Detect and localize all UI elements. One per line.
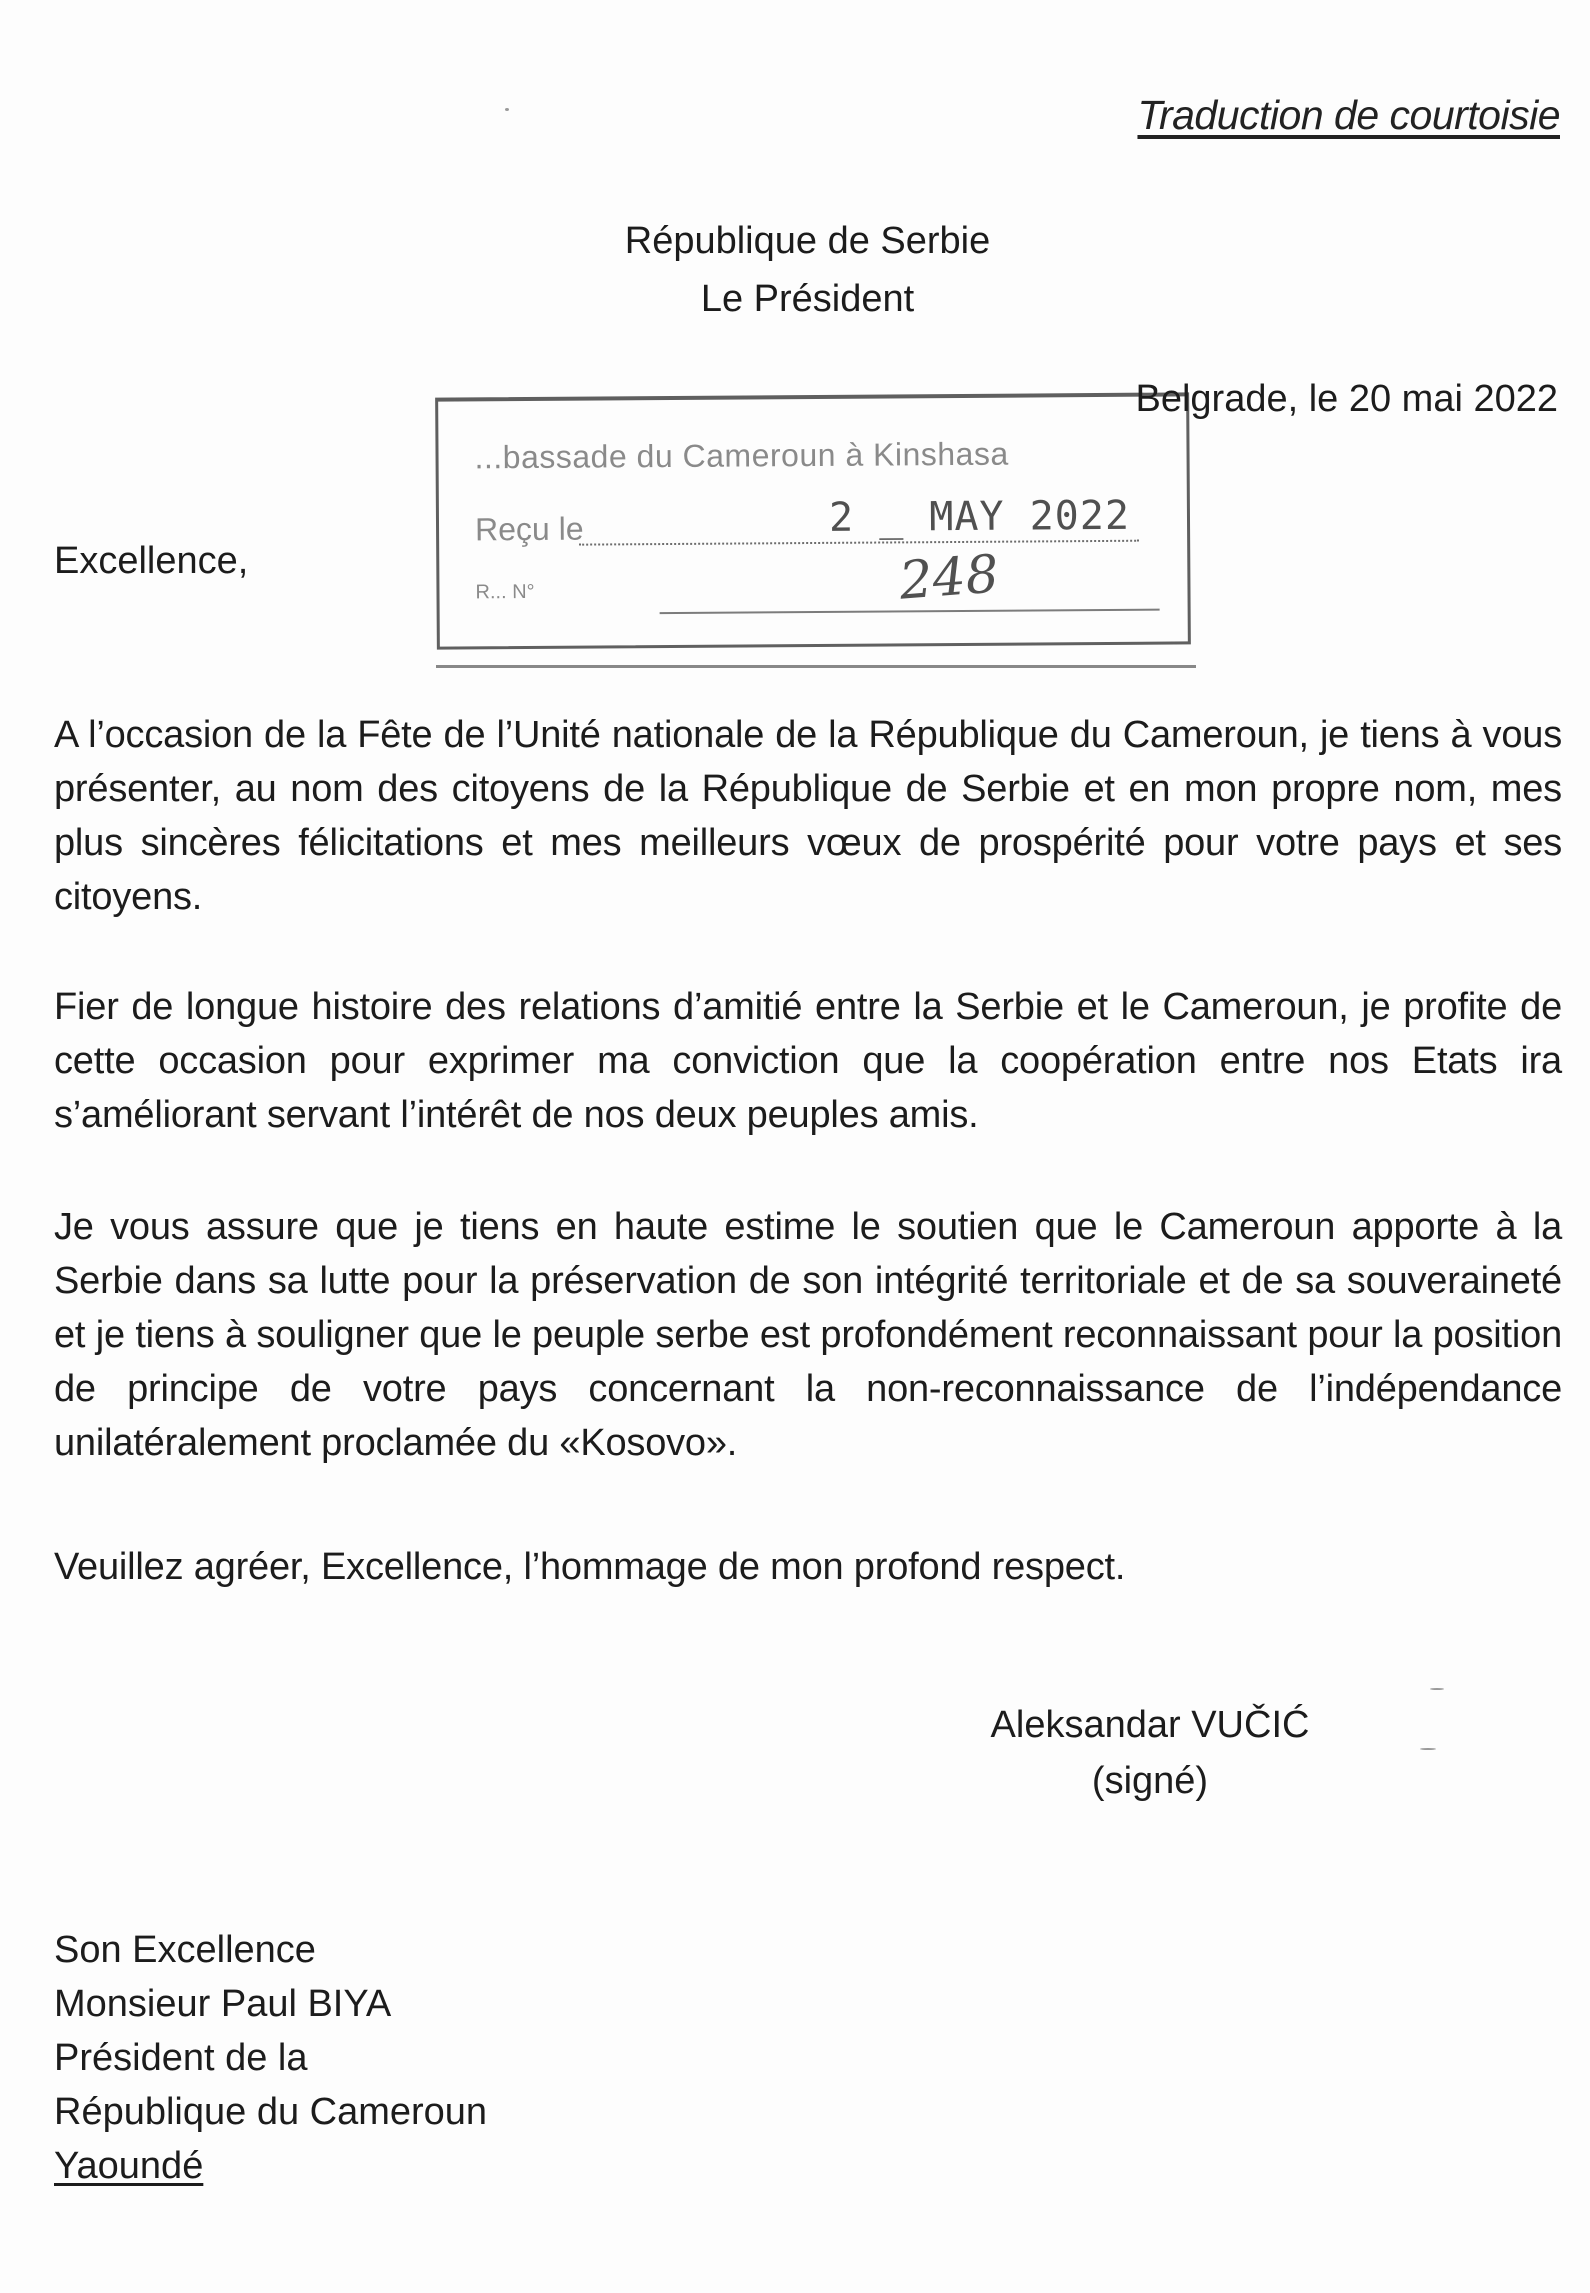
letterhead-country: République de Serbie [624,220,991,262]
recipient-country: République du Cameroun [54,2091,488,2133]
scan-speck [1420,1748,1436,1750]
recipient-address [54,1923,487,2193]
stamp-embassy-title: ...bassade du Cameroun à Kinshasa [474,435,1009,476]
recipient-title: Son Excellence [54,1929,316,1971]
stamp-received-label: Reçu le [474,510,584,548]
letterhead-office: Le Président [700,278,915,320]
courtesy-translation-label: Traduction de courtoisie [1137,92,1560,138]
stamp-bottom-edge [436,665,1196,668]
closing-formula: Veuillez agréer, Excellence, l’hommage de mon profond respect. [54,1546,1126,1588]
recipient-name: Monsieur Paul BIYA [54,1983,392,2025]
recipient-function: Président de la [54,2037,308,2079]
signature-note: (signé) [1091,1760,1209,1802]
stamp-handwritten-number: 248 [897,544,1001,612]
place-and-date: Belgrade, le 20 mai 2022 [1135,378,1558,420]
recipient-city: Yaoundé [54,2145,204,2187]
reception-stamp [435,392,1191,649]
letter-paragraph: Fier de longue histoire des relations d’amitié entre la Serbie et le Cameroun, je profite de cette occasion pour exprimer ma conviction que la coopération entre nos Etats ira s’améliorant servant l’intérêt de nos deux peuples amis. [54,986,1562,1136]
signatory-name: Aleksandar VUČIĆ [990,1704,1310,1746]
letter-paragraph: Je vous assure que je tiens en haute estime le soutien que le Cameroun apporte à la Serbie dans sa lutte pour la préservation de son intégrité territoriale et de sa souveraineté et je tiens à souligner que le peuple serbe est profondément reconnaissant pour la position de principe de votre pays concernant la non-reconnaissance de l’indépendance unilatéralement proclamée du «Kosovo». [54,1206,1562,1464]
salutation: Excellence, [54,540,249,582]
stamp-received-date: 2 _ MAY 2022 [828,492,1131,541]
signature-block [980,1697,1320,1809]
scan-speck [1430,1688,1444,1690]
scan-speck [505,108,509,111]
stamp-number-label: R... N° [475,580,535,604]
letter-paragraph: A l’occasion de la Fête de l’Unité nationale de la République du Cameroun, je tiens à vous présenter, au nom des citoyens de la République de Serbie et en mon propre nom, mes plus sincères félicitations et mes meilleurs vœux de prospérité pour votre pays et ses citoyens. [54,714,1562,918]
letterhead [0,212,1590,328]
